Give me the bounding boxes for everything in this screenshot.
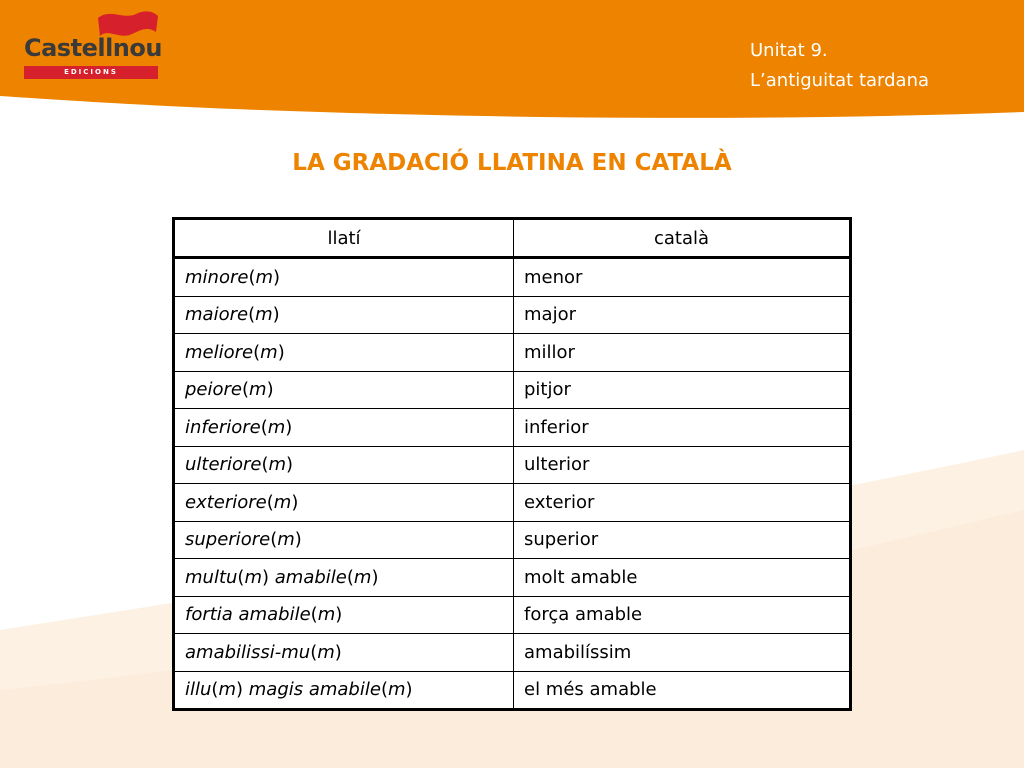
- latin-cell: [174, 446, 514, 484]
- latin-cell: [174, 371, 514, 409]
- latin-cell: [174, 596, 514, 634]
- latin-segment: m: [249, 379, 267, 401]
- latin-segment: m: [255, 304, 273, 326]
- latin-segment: (: [242, 379, 250, 401]
- latin-segment: ulteriore: [185, 454, 262, 476]
- catalan-cell: millor: [514, 334, 851, 372]
- table-row: [174, 296, 851, 334]
- catalan-cell: exterior: [514, 484, 851, 522]
- latin-segment: fortia amabile: [185, 604, 311, 626]
- latin-segment: ): [286, 454, 294, 476]
- latin-segment: (: [248, 304, 256, 326]
- latin-segment: m: [387, 679, 406, 701]
- castellnou-logo: [24, 8, 160, 78]
- latin-segment: m: [268, 454, 287, 476]
- latin-segment: ): [291, 491, 299, 513]
- page-title: LA GRADACIÓ LLATINA EN CATALÀ: [292, 150, 732, 176]
- latin-cell: [174, 296, 514, 334]
- latin-segment: m: [353, 566, 372, 588]
- latin-segment: m: [273, 491, 292, 513]
- latin-segment: (: [237, 566, 245, 588]
- latin-segment: (: [211, 679, 219, 701]
- latin-segment: (: [310, 604, 318, 626]
- latin-segment: ): [266, 379, 274, 401]
- latin-segment: ): [335, 604, 343, 626]
- table-row: [174, 596, 851, 634]
- latin-segment: ): [273, 266, 281, 288]
- table-header-row: [174, 219, 851, 258]
- latin-cell: [174, 671, 514, 710]
- latin-segment: m: [260, 341, 278, 363]
- table-row: [174, 334, 851, 372]
- latin-cell: [174, 258, 514, 297]
- table-row: [174, 634, 851, 672]
- table-row: [174, 671, 851, 710]
- latin-cell: [174, 409, 514, 447]
- catalan-cell: pitjor: [514, 371, 851, 409]
- latin-segment: inferiore: [185, 416, 261, 438]
- header-latin: llatí: [174, 219, 514, 258]
- latin-segment: m: [317, 604, 336, 626]
- latin-segment: (: [346, 566, 354, 588]
- latin-segment: peiore: [185, 379, 242, 401]
- latin-cell: [174, 559, 514, 597]
- latin-segment: ): [334, 641, 342, 663]
- latin-segment: minore: [185, 266, 249, 288]
- latin-segment: (: [266, 491, 274, 513]
- latin-segment: exteriore: [185, 491, 267, 513]
- catalan-cell: inferior: [514, 409, 851, 447]
- header-catalan: català: [514, 219, 851, 258]
- latin-cell: [174, 521, 514, 559]
- catalan-cell: força amable: [514, 596, 851, 634]
- latin-segment: ): [262, 566, 275, 588]
- latin-segment: ): [236, 679, 249, 701]
- unit-title: L’antiguitat tardana: [750, 70, 930, 91]
- latin-segment: meliore: [185, 341, 254, 363]
- latin-segment: (: [270, 529, 278, 551]
- latin-segment: (: [310, 641, 318, 663]
- unit-number: Unitat 9.: [750, 40, 828, 61]
- latin-segment: m: [317, 641, 335, 663]
- gradation-table: [172, 217, 852, 711]
- latin-segment: ): [294, 529, 302, 551]
- catalan-cell: molt amable: [514, 559, 851, 597]
- catalan-cell: el més amable: [514, 671, 851, 710]
- latin-segment: ): [285, 416, 293, 438]
- latin-segment: magis amabile: [248, 679, 381, 701]
- catalan-cell: amabilíssim: [514, 634, 851, 672]
- latin-segment: (: [253, 341, 261, 363]
- brand-sub: EDICIONS: [24, 66, 158, 79]
- latin-segment: m: [277, 529, 295, 551]
- latin-segment: amabile: [274, 566, 347, 588]
- latin-segment: ): [405, 679, 413, 701]
- latin-segment: m: [267, 416, 286, 438]
- latin-segment: multu: [185, 566, 238, 588]
- latin-cell: [174, 334, 514, 372]
- latin-segment: (: [260, 416, 268, 438]
- table-row: [174, 521, 851, 559]
- latin-segment: m: [218, 679, 236, 701]
- latin-segment: illu: [185, 679, 212, 701]
- latin-segment: amabilissi-mu: [185, 641, 311, 663]
- latin-segment: ): [272, 304, 280, 326]
- latin-segment: superiore: [185, 529, 271, 551]
- latin-cell: [174, 484, 514, 522]
- table-row: [174, 409, 851, 447]
- catalan-cell: superior: [514, 521, 851, 559]
- table-row: [174, 371, 851, 409]
- latin-segment: ): [371, 566, 379, 588]
- catalan-cell: ulterior: [514, 446, 851, 484]
- latin-segment: m: [244, 566, 262, 588]
- latin-segment: m: [255, 266, 274, 288]
- latin-segment: (: [261, 454, 269, 476]
- latin-segment: ): [277, 341, 285, 363]
- latin-segment: (: [248, 266, 256, 288]
- catalan-cell: major: [514, 296, 851, 334]
- table-row: [174, 484, 851, 522]
- latin-cell: [174, 634, 514, 672]
- table-row: [174, 446, 851, 484]
- table-row: [174, 258, 851, 297]
- table-row: [174, 559, 851, 597]
- catalan-cell: menor: [514, 258, 851, 297]
- latin-segment: maiore: [185, 304, 249, 326]
- brand-name: Castellnou: [24, 34, 162, 62]
- unit-heading: [750, 36, 1010, 96]
- latin-segment: (: [380, 679, 388, 701]
